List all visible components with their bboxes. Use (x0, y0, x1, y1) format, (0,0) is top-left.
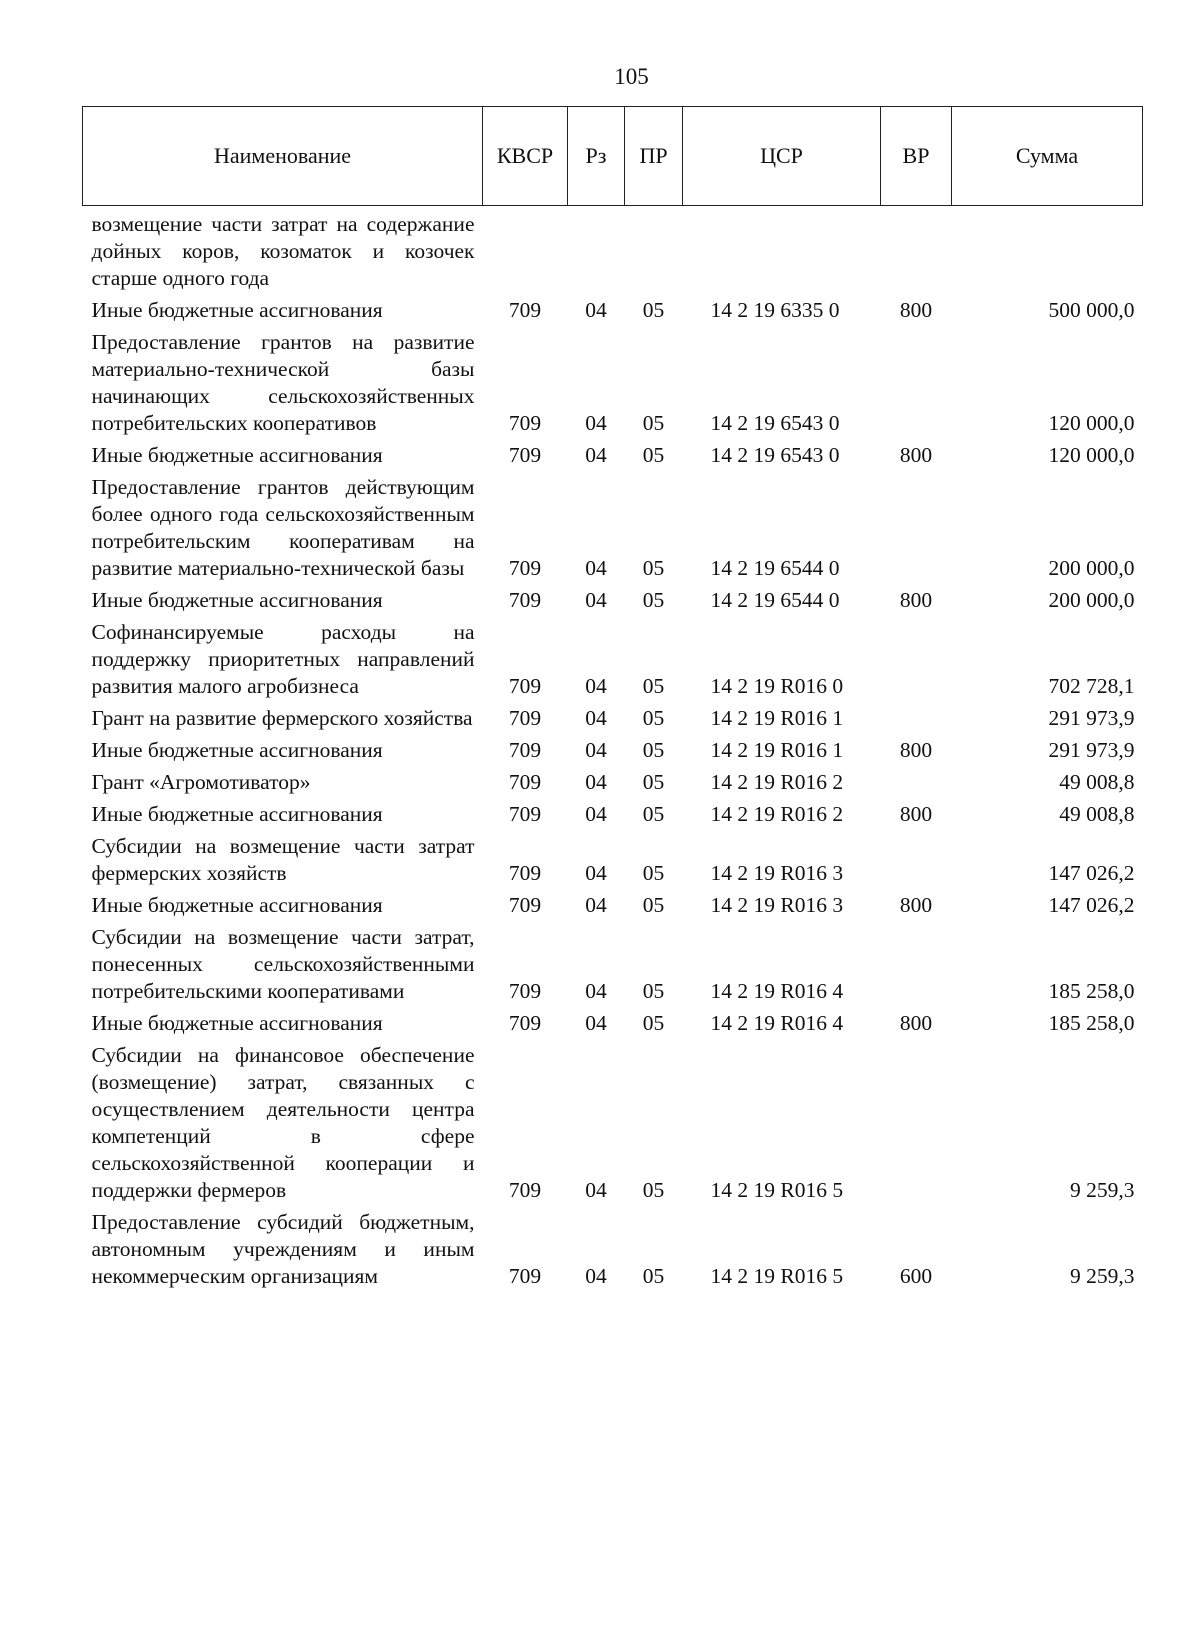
cell-csr: 14 2 19 R016 1 (710, 706, 844, 730)
cell-rz: 04 (585, 588, 607, 612)
cell-name: Предоставление грантов на развитие материально-технической базы начинающих сельскохозяйственных потребительских кооперативов (91, 330, 475, 435)
cell-pr: 05 (642, 298, 665, 322)
cell-name: Предоставление грантов действующим более одного года сельскохозяйственным потребительским кооперативам на развитие материально-технической базы (91, 475, 475, 580)
cell-rz: 04 (585, 1011, 607, 1035)
table-row (83, 614, 1143, 700)
cell-pr: 05 (642, 443, 665, 467)
cell-kvsr: 709 (508, 861, 542, 885)
cell-name: Предоставление субсидий бюджетным, автономным учреждениям и иным некоммерческим организациям (91, 1210, 475, 1288)
table-row (83, 764, 1143, 796)
cell-name: Софинансируемые расходы на поддержку приоритетных направлений развития малого агробизнеса (91, 620, 475, 698)
cell-sum: 120 000,0 (1048, 443, 1135, 467)
cell-kvsr: 709 (508, 893, 542, 917)
cell-sum: 49 008,8 (1059, 770, 1135, 794)
cell-kvsr: 709 (508, 706, 542, 730)
cell-name: Иные бюджетные ассигнования (91, 738, 383, 762)
cell-rz: 04 (585, 861, 607, 885)
cell-sum: 120 000,0 (1048, 411, 1135, 435)
cell-kvsr: 709 (508, 1264, 542, 1288)
cell-pr: 05 (642, 706, 665, 730)
cell-pr: 05 (642, 1011, 665, 1035)
table-row (83, 206, 1143, 293)
table-row (83, 796, 1143, 828)
cell-rz: 04 (585, 706, 607, 730)
cell-pr: 05 (642, 979, 665, 1003)
cell-name: Грант «Агромотиватор» (91, 770, 311, 794)
cell-vr (881, 700, 952, 732)
cell-rz: 04 (585, 298, 607, 322)
cell-csr: 14 2 19 R016 3 (710, 861, 844, 885)
cell-csr: 14 2 19 R016 2 (710, 770, 844, 794)
cell-vr: 800 (899, 1011, 933, 1035)
cell-rz: 04 (585, 674, 607, 698)
cell-name: Иные бюджетные ассигнования (91, 298, 383, 322)
cell-sum: 200 000,0 (1048, 588, 1135, 612)
cell-vr (881, 919, 952, 1005)
cell-vr: 800 (899, 588, 933, 612)
cell-kvsr (483, 206, 568, 293)
cell-vr (881, 764, 952, 796)
cell-sum: 291 973,9 (1048, 738, 1135, 762)
header-name: Наименование (83, 107, 483, 206)
cell-kvsr: 709 (508, 674, 542, 698)
cell-name: Субсидии на возмещение части затрат, понесенных сельскохозяйственными потребительскими кооперативами (91, 925, 475, 1003)
header-csr: ЦСР (683, 107, 881, 206)
cell-vr: 600 (899, 1264, 933, 1288)
cell-rz: 04 (585, 893, 607, 917)
cell-csr: 14 2 19 R016 5 (710, 1178, 844, 1202)
cell-vr (881, 828, 952, 887)
cell-csr: 14 2 19 R016 4 (710, 979, 844, 1003)
table-body (83, 206, 1143, 1291)
cell-csr: 14 2 19 R016 5 (710, 1264, 844, 1288)
cell-kvsr: 709 (508, 738, 542, 762)
cell-sum: 185 258,0 (1048, 1011, 1135, 1035)
cell-kvsr: 709 (508, 802, 542, 826)
cell-sum: 49 008,8 (1059, 802, 1135, 826)
cell-kvsr: 709 (508, 443, 542, 467)
cell-csr: 14 2 19 R016 2 (710, 802, 844, 826)
cell-vr (881, 469, 952, 582)
cell-pr: 05 (642, 411, 665, 435)
cell-vr: 800 (899, 893, 933, 917)
cell-csr: 14 2 19 6543 0 (710, 411, 840, 435)
cell-sum: 9 259,3 (1070, 1264, 1135, 1288)
table-row (83, 1005, 1143, 1037)
table-row (83, 732, 1143, 764)
cell-kvsr: 709 (508, 588, 542, 612)
cell-pr: 05 (642, 1264, 665, 1288)
cell-name: Иные бюджетные ассигнования (91, 588, 383, 612)
cell-pr: 05 (642, 893, 665, 917)
cell-name: Иные бюджетные ассигнования (91, 893, 383, 917)
cell-rz: 04 (585, 802, 607, 826)
table-row (83, 887, 1143, 919)
budget-table (82, 106, 1143, 1290)
cell-kvsr: 709 (508, 411, 542, 435)
cell-csr: 14 2 19 R016 4 (710, 1011, 844, 1035)
table-row (83, 324, 1143, 437)
cell-csr: 14 2 19 6543 0 (710, 443, 840, 467)
header-rz: Рз (568, 107, 625, 206)
cell-rz: 04 (585, 1178, 607, 1202)
cell-vr: 800 (899, 298, 933, 322)
header-pr: ПР (625, 107, 683, 206)
cell-name: Субсидии на финансовое обеспечение (возмещение) затрат, связанных с осуществлением деятельности центра компетенций в сфере сельскохозяйственной кооперации и поддержки фермеров (91, 1043, 475, 1202)
cell-rz: 04 (585, 443, 607, 467)
cell-sum: 185 258,0 (1048, 979, 1135, 1003)
cell-pr: 05 (642, 861, 665, 885)
cell-pr: 05 (642, 1178, 665, 1202)
cell-kvsr: 709 (508, 1011, 542, 1035)
cell-vr (881, 206, 952, 293)
cell-kvsr: 709 (508, 1178, 542, 1202)
cell-csr (683, 206, 881, 293)
cell-name: Иные бюджетные ассигнования (91, 443, 383, 467)
cell-name: Грант на развитие фермерского хозяйства (91, 706, 473, 730)
cell-name: возмещение части затрат на содержание дойных коров, козоматок и козочек старше одного года (91, 212, 475, 290)
cell-sum: 200 000,0 (1048, 556, 1135, 580)
cell-vr (881, 614, 952, 700)
header-vr: ВР (881, 107, 952, 206)
table-header (83, 107, 1143, 206)
header-kvsr: КВСР (483, 107, 568, 206)
cell-csr: 14 2 19 R016 3 (710, 893, 844, 917)
cell-pr: 05 (642, 802, 665, 826)
cell-sum: 147 026,2 (1048, 893, 1135, 917)
table-row (83, 919, 1143, 1005)
header-sum: Сумма (952, 107, 1143, 206)
cell-vr (881, 324, 952, 437)
cell-pr: 05 (642, 770, 665, 794)
table-row (83, 437, 1143, 469)
table-row (83, 700, 1143, 732)
cell-rz: 04 (585, 770, 607, 794)
cell-sum: 147 026,2 (1048, 861, 1135, 885)
cell-sum: 702 728,1 (1048, 674, 1135, 698)
cell-rz: 04 (585, 979, 607, 1003)
cell-rz: 04 (585, 411, 607, 435)
cell-csr: 14 2 19 6335 0 (710, 298, 840, 322)
cell-pr (625, 206, 683, 293)
page-number: 105 (614, 64, 649, 89)
cell-rz: 04 (585, 738, 607, 762)
cell-pr: 05 (642, 738, 665, 762)
table-row (83, 1037, 1143, 1204)
cell-csr: 14 2 19 R016 1 (710, 738, 844, 762)
cell-csr: 14 2 19 6544 0 (710, 588, 840, 612)
cell-csr: 14 2 19 6544 0 (710, 556, 840, 580)
cell-kvsr: 709 (508, 979, 542, 1003)
cell-name: Иные бюджетные ассигнования (91, 1011, 383, 1035)
table-row (83, 828, 1143, 887)
table-row (83, 1204, 1143, 1290)
cell-pr: 05 (642, 674, 665, 698)
cell-sum: 9 259,3 (1070, 1178, 1135, 1202)
cell-kvsr: 709 (508, 298, 542, 322)
cell-rz (568, 206, 625, 293)
table-row (83, 582, 1143, 614)
cell-kvsr: 709 (508, 556, 542, 580)
cell-sum (952, 206, 1143, 293)
cell-sum: 291 973,9 (1048, 706, 1135, 730)
cell-csr: 14 2 19 R016 0 (710, 674, 844, 698)
cell-name: Субсидии на возмещение части затрат фермерских хозяйств (91, 834, 475, 885)
cell-pr: 05 (642, 588, 665, 612)
cell-kvsr: 709 (508, 770, 542, 794)
cell-vr (881, 1037, 952, 1204)
cell-pr: 05 (642, 556, 665, 580)
cell-name: Иные бюджетные ассигнования (91, 802, 383, 826)
cell-vr: 800 (899, 738, 933, 762)
cell-vr: 800 (899, 802, 933, 826)
cell-rz: 04 (585, 556, 607, 580)
table-row (83, 469, 1143, 582)
cell-rz: 04 (585, 1264, 607, 1288)
table-row (83, 292, 1143, 324)
cell-sum: 500 000,0 (1048, 298, 1135, 322)
cell-vr: 800 (899, 443, 933, 467)
